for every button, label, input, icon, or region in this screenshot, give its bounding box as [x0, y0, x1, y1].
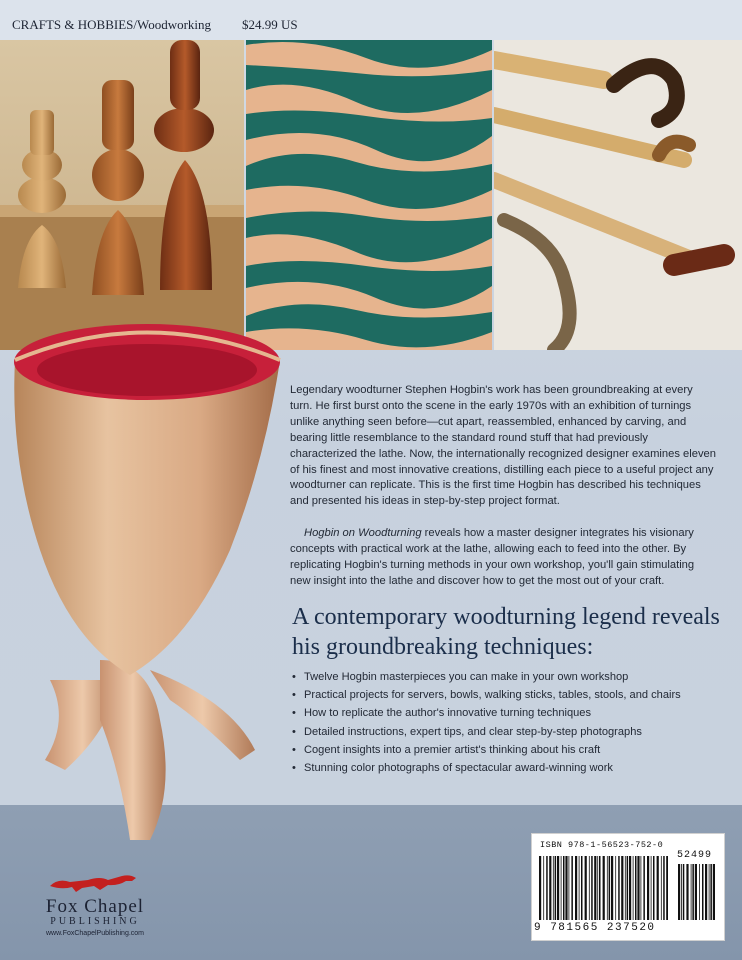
publisher-url: www.FoxChapelPublishing.com	[45, 930, 145, 937]
publisher-subname: PUBLISHING	[50, 916, 140, 927]
photo-walking-sticks	[494, 40, 742, 350]
publisher-logo	[20, 872, 170, 937]
top-bar	[0, 0, 742, 40]
ean-barcode	[538, 856, 668, 920]
feature-item: • Detailed instructions, expert tips, and clear step-by-step photographs	[292, 723, 722, 741]
price-addon-code: 52499	[677, 850, 713, 861]
description-paragraph-2	[290, 526, 716, 590]
price-label: $24.99 US	[242, 17, 298, 32]
book-title-italic: Hogbin on Woodturning	[304, 527, 422, 540]
barcode-box	[531, 833, 725, 941]
feature-item: • Practical projects for servers, bowls, walking sticks, tables, stools, and chairs	[292, 686, 722, 704]
photo-carved-vessel	[0, 300, 300, 845]
ean-number: 9 781565 237520	[534, 922, 656, 934]
feature-item: • Stunning color photographs of spectacular award-winning work	[292, 759, 722, 777]
feature-item: • Cogent insights into a premier artist's thinking about his craft	[292, 741, 722, 759]
publisher-name: Fox Chapel	[45, 896, 145, 917]
description-paragraph-1: Legendary woodturner Stephen Hogbin's work has been groundbreaking at every turn. He first burst onto the scene in the early 1970s with an exhibition of turnings unlike anything seen before—cut apart, reassembled, enhanced by carving, and bearing little resemblance to the standard round stuff that had previously characterized the lathe. Now, the internationally recognized designer examines eleven of his finest and most innovative creations, distilling each piece to a useful project any woodturner can replicate. This is the first time Hogbin has described his techniques and presented his ideas in step-by-step project format.	[290, 384, 716, 508]
feature-item: • How to replicate the author's innovative turning techniques	[292, 704, 722, 722]
headline: A contemporary woodturning legend reveals his groundbreaking techniques:	[292, 604, 720, 660]
feature-item: • Twelve Hogbin masterpieces you can make in your own workshop	[292, 668, 722, 686]
isbn-number: ISBN 978-1-56523-752-0	[540, 840, 664, 850]
category-label: CRAFTS & HOBBIES/Woodworking	[12, 17, 212, 32]
feature-list	[292, 668, 722, 777]
addon-barcode	[677, 864, 717, 920]
description-text	[290, 383, 716, 606]
description-paragraph-2-text: reveals how a master designer integrates his visionary concepts with practical work at the lathe, allowing each to feed into the other. By replicating Hogbin's turning methods in your own workshop, you'll gain stimulating new insight into the lathe and discover how to get the most out of your craft.	[290, 527, 695, 587]
